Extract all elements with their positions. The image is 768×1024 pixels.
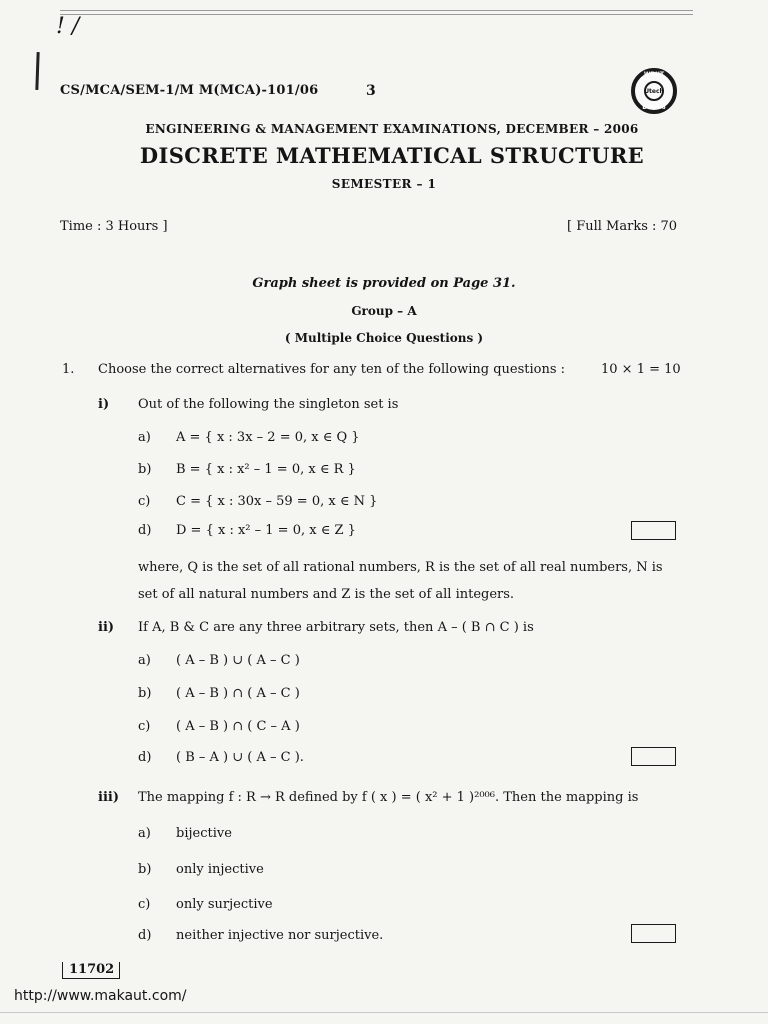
top-rule-2 <box>60 14 693 15</box>
subject-title: DISCRETE MATHEMATICAL STRUCTURE <box>139 143 645 168</box>
option-label: d) <box>138 928 152 943</box>
source-url[interactable]: http://www.makaut.com/ <box>14 988 187 1004</box>
option-text: ( A – B ) ∩ ( A – C ) <box>176 686 300 701</box>
subquestion-text: If A, B & C are any three arbitrary sets, then A – ( B ∩ C ) is <box>138 620 534 635</box>
option-text: neither injective nor surjective. <box>176 928 384 943</box>
footer-code: 11702 <box>62 962 120 979</box>
option-label: a) <box>138 430 151 445</box>
handwritten-mark: ! / <box>56 14 80 39</box>
option-text: ( A – B ) ∩ ( C – A ) <box>176 719 300 734</box>
option-label: b) <box>138 686 152 701</box>
subquestion-text: The mapping f : R → R defined by f ( x ) = ( x² + 1 )²⁰⁰⁶. Then the mapping is <box>138 790 639 805</box>
option-label: d) <box>138 750 152 765</box>
graph-sheet-note: Graph sheet is provided on Page 31. <box>252 276 516 291</box>
option-label: b) <box>138 862 152 877</box>
question-marks: 10 × 1 = 10 <box>601 362 681 377</box>
seal-bottom-text: Dec-06 <box>642 104 666 111</box>
option-label: a) <box>138 826 151 841</box>
margin-tick <box>35 52 39 90</box>
top-rule <box>60 10 693 11</box>
subquestion-number: i) <box>98 397 110 412</box>
question-number: 1. <box>62 362 75 377</box>
exam-title: ENGINEERING & MANAGEMENT EXAMINATIONS, DECEMBER – 2006 <box>145 122 639 136</box>
option-label: c) <box>138 494 151 509</box>
option-text: D = { x : x² – 1 = 0, x ∈ Z } <box>176 523 356 538</box>
page-number: 3 <box>366 83 376 99</box>
option-label: a) <box>138 653 151 668</box>
answer-box[interactable] <box>631 924 676 943</box>
university-seal <box>631 68 677 114</box>
set-definitions-note: set of all natural numbers and Z is the set of all integers. <box>138 587 515 602</box>
group-heading: Group – A <box>351 304 417 318</box>
subquestion-number: ii) <box>98 620 115 635</box>
option-text: A = { x : 3x – 2 = 0, x ∈ Q } <box>176 430 360 445</box>
bottom-rule <box>0 1012 768 1013</box>
seal-center-text: Utech <box>644 81 664 101</box>
seal-top-text: WBUT <box>643 71 665 78</box>
full-marks: [ Full Marks : 70 <box>567 219 678 234</box>
option-label: c) <box>138 897 151 912</box>
option-text: B = { x : x² – 1 = 0, x ∈ R } <box>176 462 356 477</box>
option-label: c) <box>138 719 151 734</box>
subquestion-number: iii) <box>98 790 119 805</box>
question-text: Choose the correct alternatives for any ten of the following questions : <box>98 362 566 377</box>
paper-code: CS/MCA/SEM-1/M M(MCA)-101/06 <box>60 83 319 98</box>
section-heading: ( Multiple Choice Questions ) <box>284 331 484 345</box>
subquestion-text: Out of the following the singleton set is <box>138 397 399 412</box>
semester-label: SEMESTER – 1 <box>331 177 437 191</box>
option-text: ( A – B ) ∪ ( A – C ) <box>176 653 300 668</box>
time-allowed: Time : 3 Hours ] <box>60 219 168 234</box>
option-text: C = { x : 30x – 59 = 0, x ∈ N } <box>176 494 378 509</box>
option-label: b) <box>138 462 152 477</box>
option-label: d) <box>138 523 152 538</box>
answer-box[interactable] <box>631 747 676 766</box>
option-text: only surjective <box>176 897 273 912</box>
option-text: ( B – A ) ∪ ( A – C ). <box>176 750 304 765</box>
option-text: bijective <box>176 826 232 841</box>
answer-box[interactable] <box>631 521 676 540</box>
option-text: only injective <box>176 862 264 877</box>
set-definitions-note: where, Q is the set of all rational numbers, R is the set of all real numbers, N is <box>138 560 663 575</box>
